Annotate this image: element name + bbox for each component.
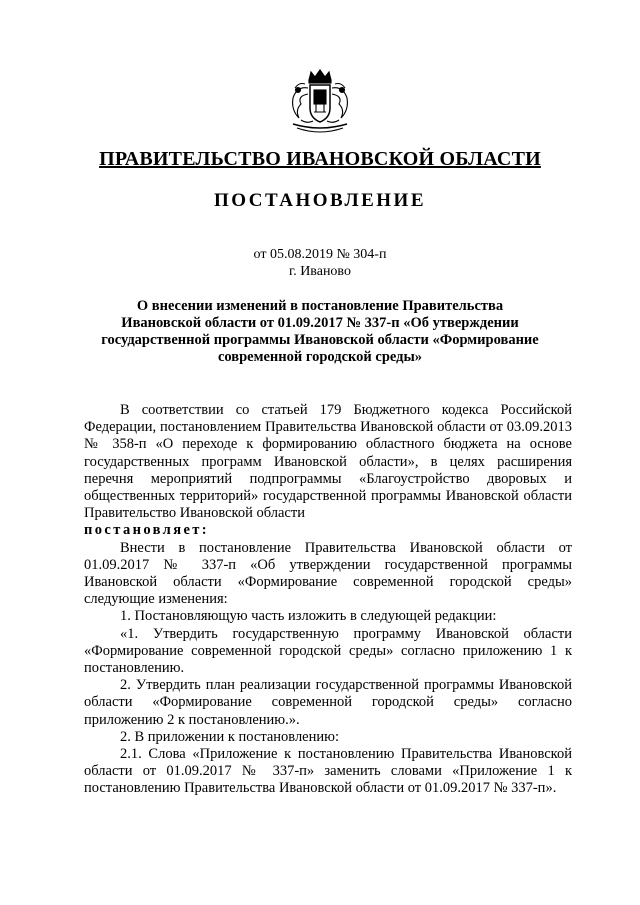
document-body [84,402,572,798]
heading-line: современной городской среды» [217,349,423,365]
body-paragraph: 2. Утвердить план реализации государственной программы Ивановской области «Формирование современной городской среды» согласно приложению 2 к постановлению.». [84,677,572,728]
decree-word-paragraph [84,522,572,539]
preamble-text: В соответствии со статьей 179 Бюджетного кодекса Российской Федерации, постановлением Правительства Ивановской области от 03.09.2013 № 358-п «О переходе к формированию областного бюджета на основе государственных программ Ивановской области», в целях расширения перечня мероприятий подпрограммы «Благоустройство дворовых и общественных территорий» государственной программы Ивановской области Правительство Ивановской области [84,402,572,522]
date-number: от 05.08.2019 № 304-п [253,247,387,262]
document-heading [100,298,540,366]
body-paragraph: 1. Постановляющую часть изложить в следующей редакции: [120,608,497,625]
body-paragraph: 2. В приложении к постановлению: [120,728,340,745]
heading-line: О внесении изменений в постановление Правительства [136,298,504,314]
body-paragraph: 2.1. Слова «Приложение к постановлению Правительства Ивановской области от 01.09.2017 № 337-п» заменить словами «Приложение 1 к постановлению Правительства Ивановской области от 01.09.2017 № 337-п». [84,746,572,797]
decree-word: постановляет: [84,522,210,539]
coat-of-arms-emblem [283,66,357,140]
heading-line: государственной программы Ивановской области «Формирование [101,332,539,348]
organization-title: ПРАВИТЕЛЬСТВО ИВАНОВСКОЙ ОБЛАСТИ [99,148,541,170]
city: г. Иваново [289,264,351,279]
heading-line: Ивановской области от 01.09.2017 № 337-п «Об утверждении [121,315,519,331]
preamble-paragraph [84,402,572,522]
body-paragraph: «1. Утвердить государственную программу Ивановской области «Формирование современной городской среды» согласно приложению 1 к постановлению. [84,625,572,677]
date-and-place [0,246,640,280]
body-paragraph: Внести в постановление Правительства Ивановской области от 01.09.2017 № 337-п «Об утверждении государственной программы Ивановской области «Формирование современной городской среды» следующие изменения: [84,539,572,608]
document-type: ПОСТАНОВЛЕНИЕ [213,190,427,211]
